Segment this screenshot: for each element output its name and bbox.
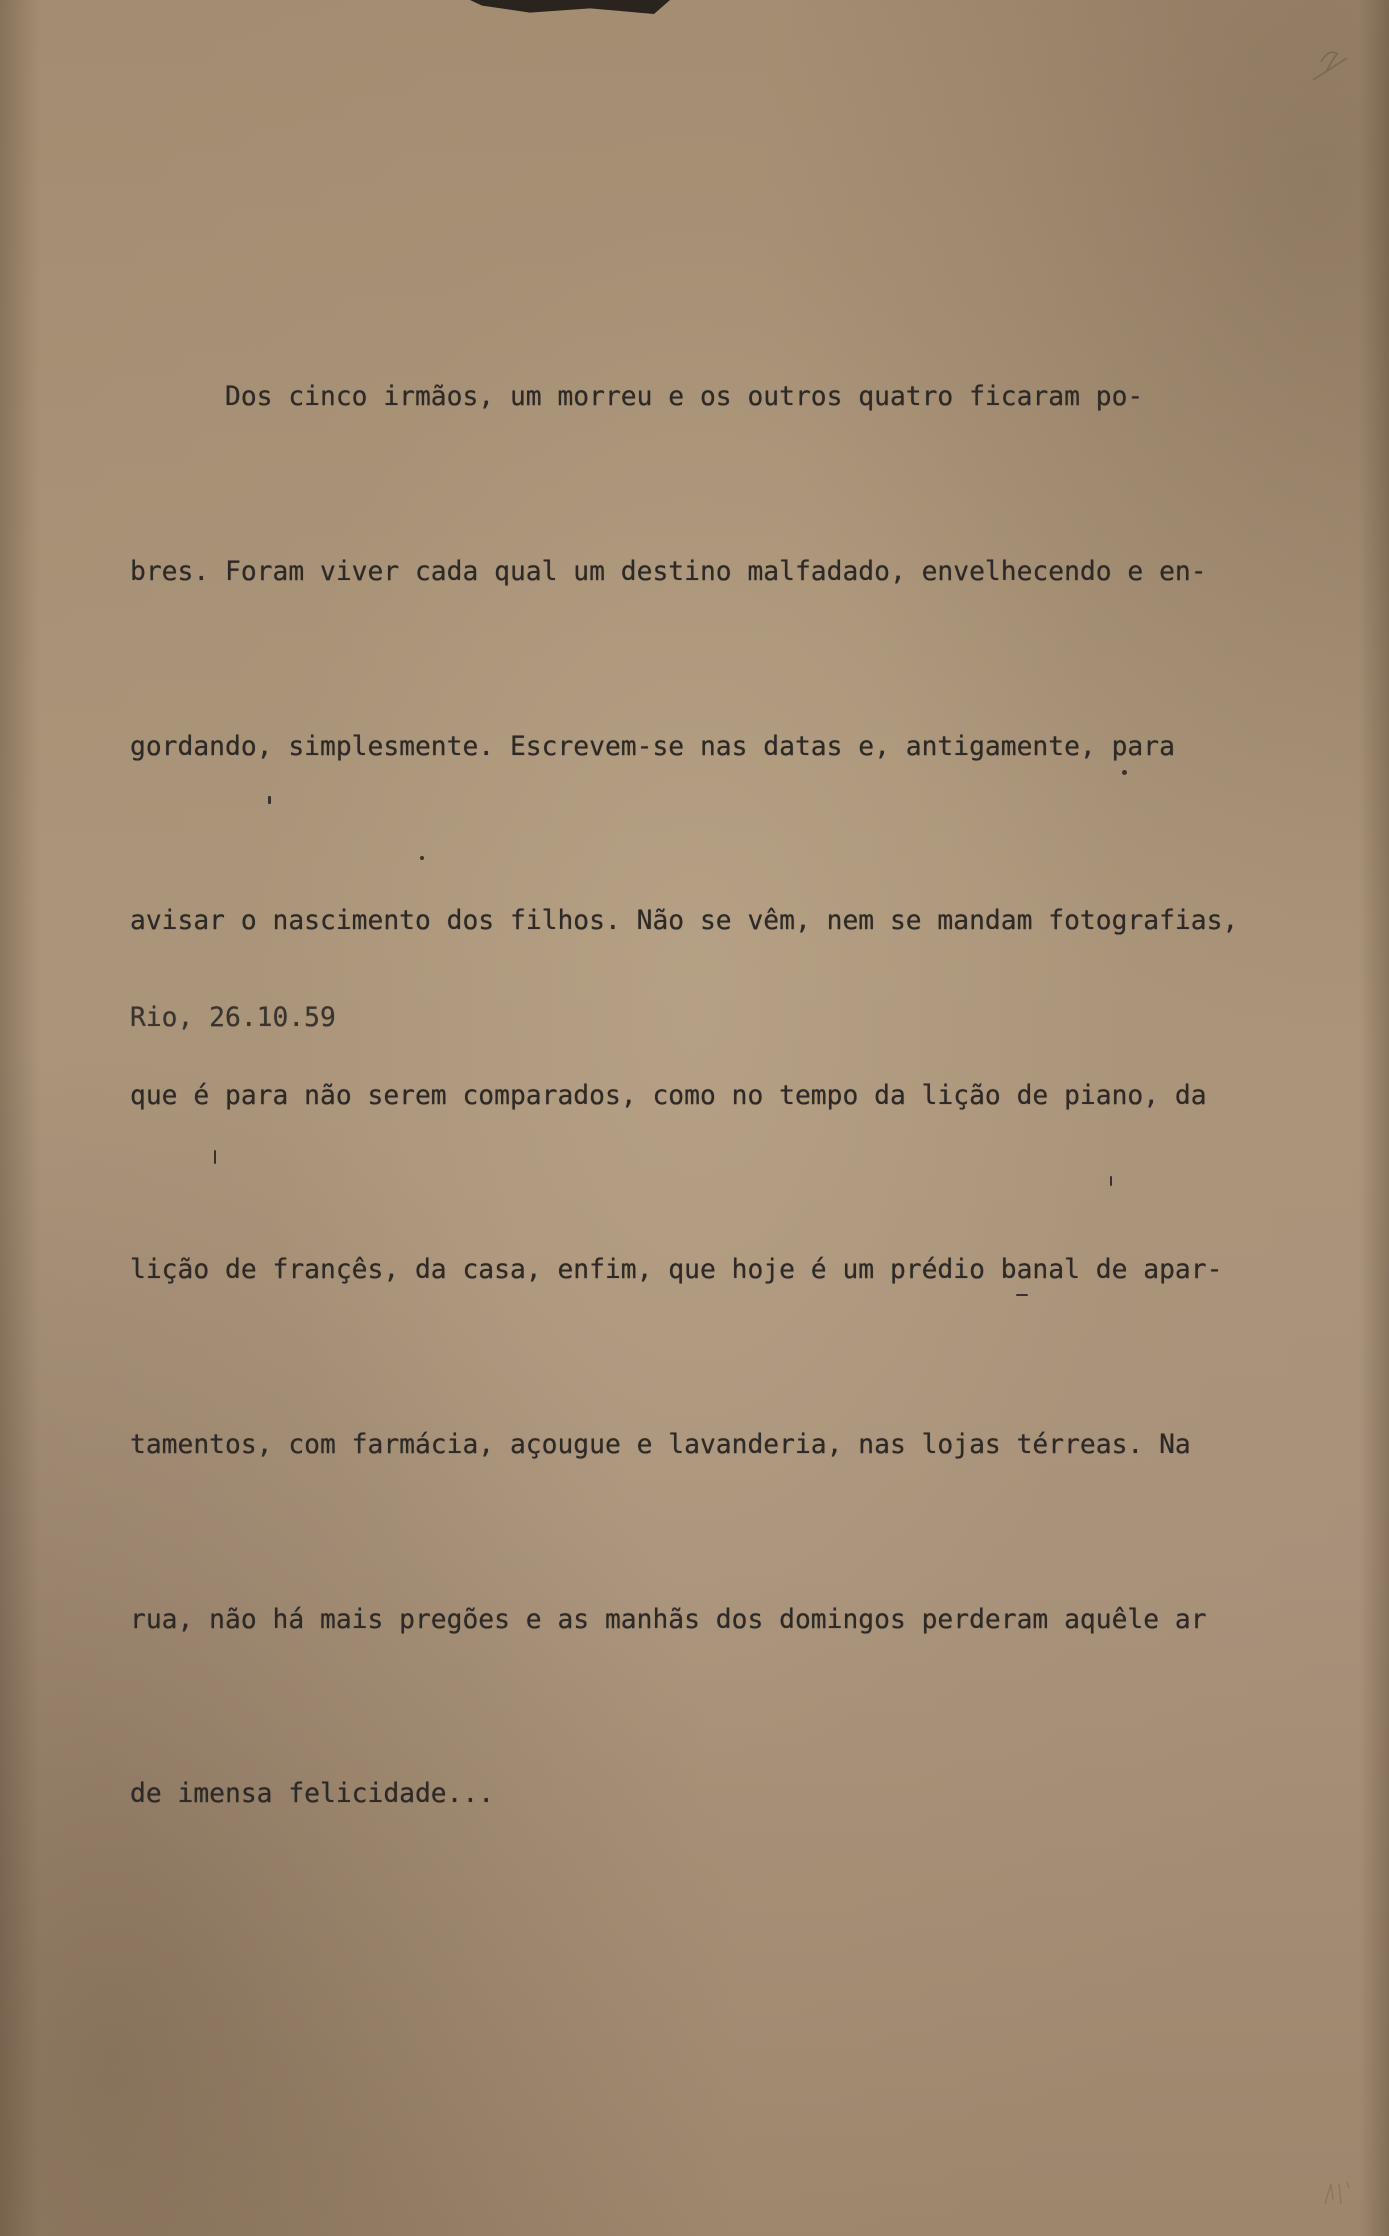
paper-speck bbox=[268, 796, 271, 804]
paragraph-line: avisar o nascimento dos filhos. Não se vêm, nem se mandam fotografias, bbox=[130, 906, 1239, 937]
paper-tear-top bbox=[470, 0, 670, 14]
paper-speck bbox=[1110, 1176, 1112, 1186]
dateline: Rio, 26.10.59 bbox=[130, 1003, 336, 1033]
paper-speck bbox=[1016, 1294, 1028, 1296]
paragraph-line: tamentos, com farmácia, açougue e lavanderia, nas lojas térreas. Na bbox=[130, 1429, 1191, 1460]
paragraph-line: bres. Foram viver cada qual um destino malfadado, envelhecendo e en- bbox=[130, 557, 1207, 587]
paper-edge-shadow-left bbox=[0, 0, 40, 2236]
paper-speck bbox=[214, 1150, 216, 1164]
pencil-folio-icon bbox=[1319, 2174, 1363, 2210]
paper-speck bbox=[420, 856, 424, 860]
paragraph-line: rua, não há mais pregões e as manhãs dos domingos perderam aquêle ar bbox=[130, 1604, 1207, 1635]
pencil-mark-icon bbox=[1307, 40, 1353, 86]
paper-speck bbox=[1122, 770, 1127, 775]
paragraph-line: gordando, simplesmente. Escrevem-se nas datas e, antigamente, para bbox=[130, 731, 1175, 762]
paragraph bbox=[130, 252, 1370, 1940]
paragraph-line: de imensa felicidade... bbox=[130, 1779, 495, 1810]
paragraph-line: lição de françês, da casa, enfim, que hoje é um prédio banal de apar- bbox=[130, 1255, 1223, 1286]
paragraph-line: Dos cinco irmãos, um morreu e os outros quatro ficaram po- bbox=[130, 382, 1144, 413]
paragraph-line: que é para não serem comparados, como no tempo da lição de piano, da bbox=[130, 1080, 1207, 1111]
